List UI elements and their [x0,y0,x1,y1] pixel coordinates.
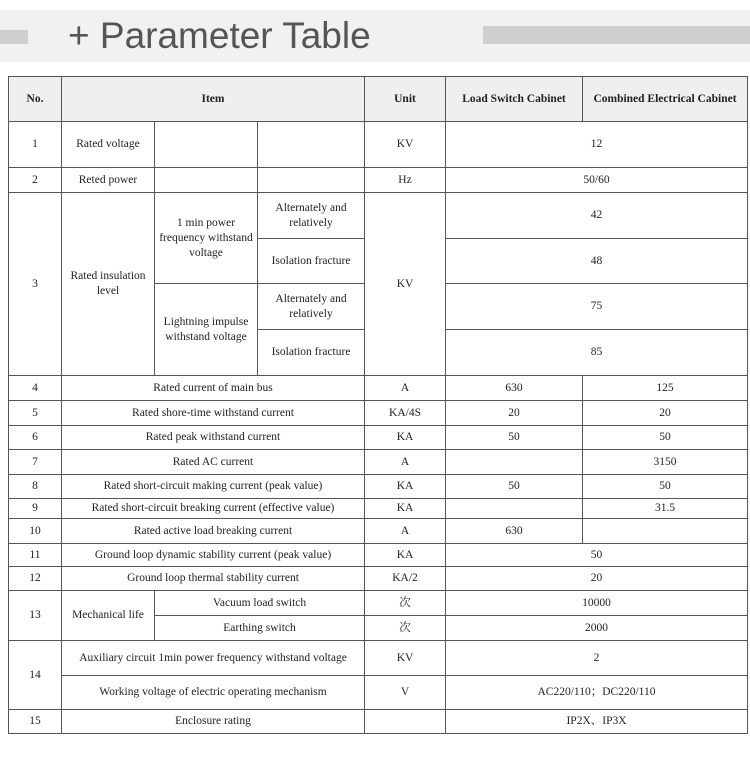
row-item: Ground loop dynamic stability current (peak value) [62,544,365,567]
empty-cell [258,168,365,193]
row-value: 85 [446,330,748,376]
row-combined-value: 50 [583,475,748,499]
row-item: Auxiliary circuit 1min power frequency withstand voltage [62,641,365,676]
subitem-label: Alternately and relatively [258,193,365,239]
row-item: Rated voltage [62,122,155,168]
row-load-value: 630 [446,376,583,401]
table-row [9,710,748,734]
header-combined-electrical-cabinet: Combined Electrical Cabinet [583,77,748,122]
row-no: 13 [9,591,62,641]
row-item: Reted power [62,168,155,193]
row-item: Enclosure rating [62,710,365,734]
row-value: 12 [446,122,748,168]
row-no: 11 [9,544,62,567]
row-unit: A [365,450,446,475]
row-no: 7 [9,450,62,475]
row-item: Rated current of main bus [62,376,365,401]
table-row [9,376,748,401]
row-value: 2 [446,641,748,676]
row-value: 10000 [446,591,748,616]
row-unit: A [365,519,446,544]
table-row [9,168,748,193]
row-value: 50 [446,544,748,567]
subgroup-label: 1 min power frequency withstand voltage [155,193,258,284]
row-no: 3 [9,193,62,376]
row-unit [365,710,446,734]
row-value: 75 [446,284,748,330]
row-combined-value: 31.5 [583,499,748,519]
row-no: 2 [9,168,62,193]
row-item: Rated peak withstand current [62,426,365,450]
table-row [9,544,748,567]
table-header-row [9,77,748,122]
row-unit: 次 [365,591,446,616]
row-value: 2000 [446,616,748,641]
row-unit: Hz [365,168,446,193]
header-no: No. [9,77,62,122]
row-unit: KA/2 [365,567,446,591]
row-item: Rated AC current [62,450,365,475]
row-item: Mechanical life [62,591,155,641]
row-value: 50/60 [446,168,748,193]
row-unit: KA [365,544,446,567]
row-item: Rated active load breaking current [62,519,365,544]
row-no: 1 [9,122,62,168]
row-value: IP2X、IP3X [446,710,748,734]
row-unit: KA [365,475,446,499]
row-unit: KV [365,193,446,376]
row-no: 8 [9,475,62,499]
row-value: 42 [446,193,748,239]
row-no: 6 [9,426,62,450]
subitem-label: Isolation fracture [258,239,365,284]
row-item: Working voltage of electric operating mechanism [62,676,365,710]
row-no: 10 [9,519,62,544]
subitem-label: Alternately and relatively [258,284,365,330]
row-value: 48 [446,239,748,284]
row-unit: KA [365,499,446,519]
row-combined-value: 50 [583,426,748,450]
row-item: Rated short-circuit making current (peak value) [62,475,365,499]
row-value: 20 [446,567,748,591]
subitem-label: Isolation fracture [258,330,365,376]
row-unit: KA/4S [365,401,446,426]
table-row [9,641,748,676]
table-row [9,450,748,475]
row-no: 14 [9,641,62,710]
table-row [9,567,748,591]
empty-cell [155,122,258,168]
row-no: 5 [9,401,62,426]
empty-cell [155,168,258,193]
table-row [9,193,748,239]
row-no: 9 [9,499,62,519]
table-row [9,499,748,519]
row-unit: V [365,676,446,710]
row-load-value [446,499,583,519]
row-load-value: 50 [446,475,583,499]
row-value: AC220/110；DC220/110 [446,676,748,710]
row-no: 4 [9,376,62,401]
decorative-bar-right [483,26,750,44]
subitem-label: Earthing switch [155,616,365,641]
page-title: + Parameter Table [68,15,371,56]
row-unit: 次 [365,616,446,641]
row-item: Rated insulation level [62,193,155,376]
row-item: Rated shore-time withstand current [62,401,365,426]
empty-cell [258,122,365,168]
decorative-bar-left [0,30,28,44]
header-unit: Unit [365,77,446,122]
subitem-label: Vacuum load switch [155,591,365,616]
parameter-table [8,76,748,734]
table-row [9,591,748,616]
row-load-value: 630 [446,519,583,544]
table-row [9,401,748,426]
table-row [9,122,748,168]
header-item: Item [62,77,365,122]
row-unit: KV [365,122,446,168]
row-unit: KA [365,426,446,450]
row-item: Rated short-circuit breaking current (effective value) [62,499,365,519]
row-load-value: 20 [446,401,583,426]
header-load-switch-cabinet: Load Switch Cabinet [446,77,583,122]
row-combined-value: 125 [583,376,748,401]
row-combined-value: 20 [583,401,748,426]
row-unit: KV [365,641,446,676]
table-row [9,426,748,450]
subgroup-label: Lightning impulse withstand voltage [155,284,258,376]
row-load-value [446,450,583,475]
table-row [9,676,748,710]
row-load-value: 50 [446,426,583,450]
row-combined-value [583,519,748,544]
table-row [9,475,748,499]
row-combined-value: 3150 [583,450,748,475]
table-row [9,519,748,544]
row-no: 15 [9,710,62,734]
row-unit: A [365,376,446,401]
row-no: 12 [9,567,62,591]
row-item: Ground loop thermal stability current [62,567,365,591]
